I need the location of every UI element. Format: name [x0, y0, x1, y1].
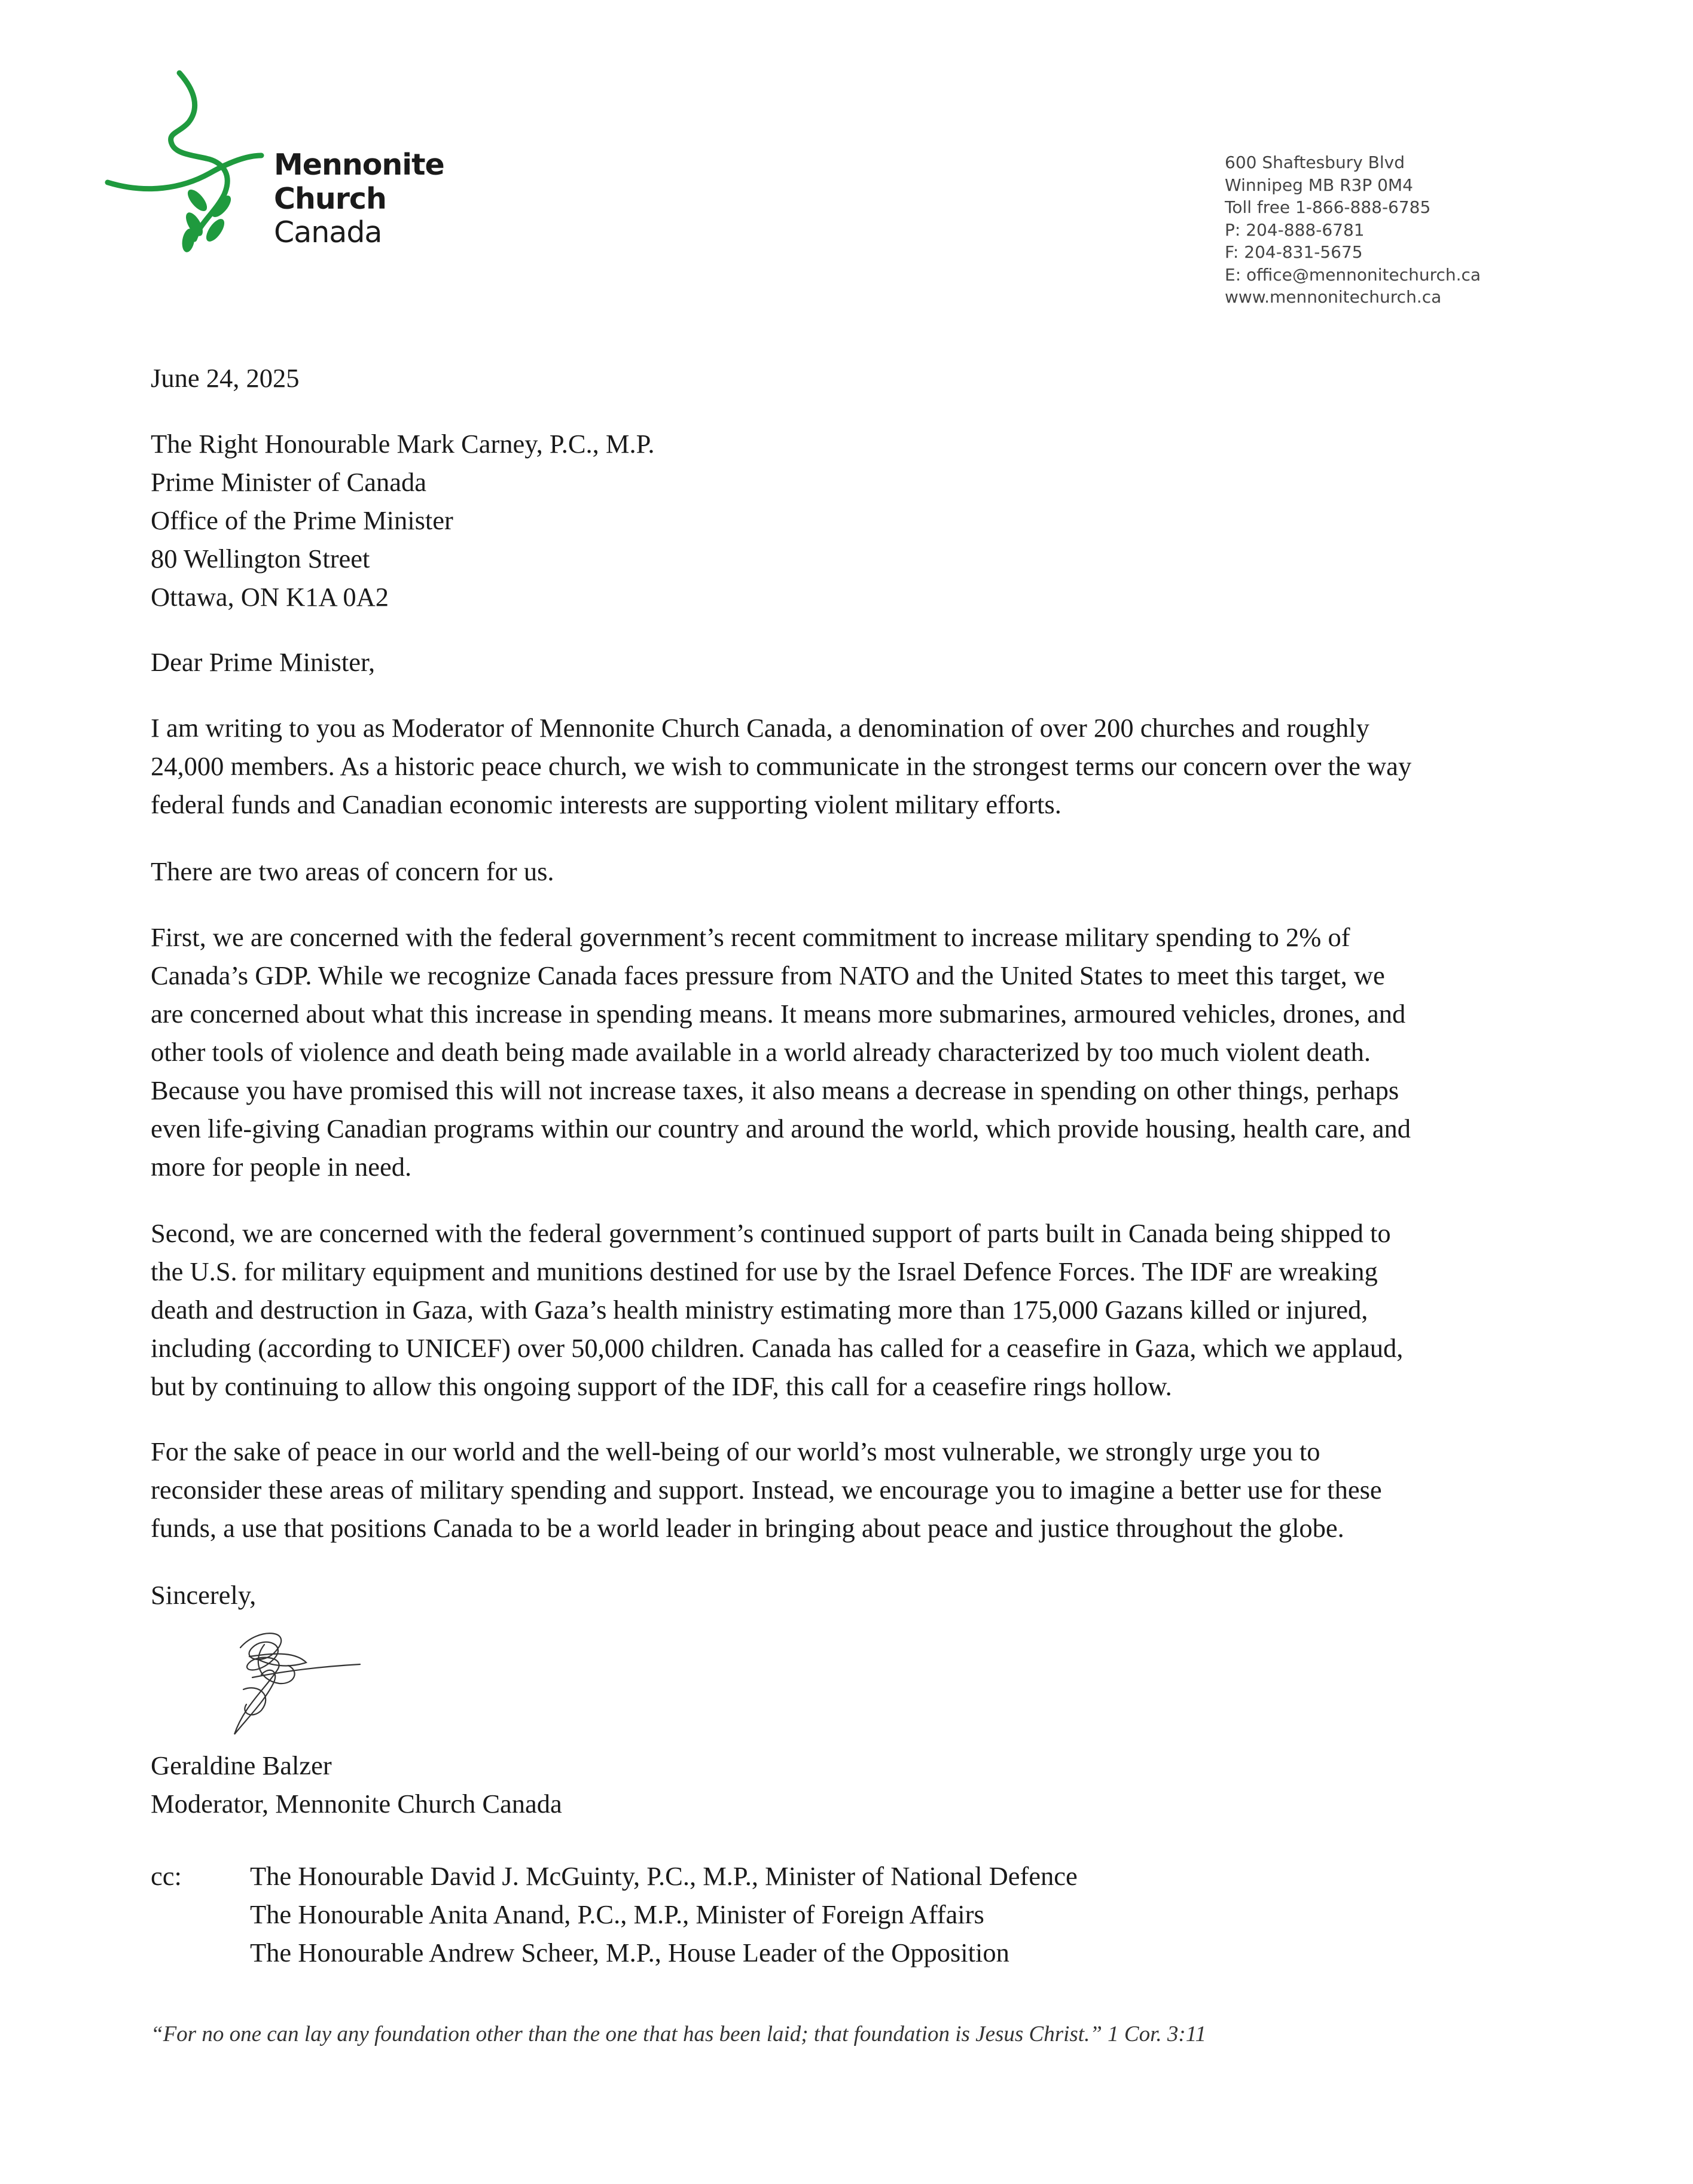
org-name-line3: Canada — [274, 215, 382, 249]
signer-name: Geraldine Balzer — [151, 1750, 332, 1780]
cc-label: cc: — [151, 1861, 182, 1891]
paragraph-line: funds, a use that positions Canada to be a world leader in bringing about peace and justice throughout the globe. — [151, 1513, 1344, 1543]
recipient-line: Ottawa, ON K1A 0A2 — [151, 582, 389, 612]
paragraph-line: Second, we are concerned with the federal government’s continued support of parts built in Canada being shipped to — [151, 1218, 1391, 1248]
address-email: E: office@mennonitechurch.ca — [1225, 264, 1481, 285]
paragraph-line: even life-giving Canadian programs within our country and around the world, which provide housing, health care, and — [151, 1114, 1411, 1143]
cc-line: The Honourable David J. McGuinty, P.C., M.P., Minister of National Defence — [250, 1861, 1078, 1891]
body-paragraph-4 — [151, 1214, 1550, 1405]
paragraph-line: For the sake of peace in our world and the well-being of our world’s most vulnerable, we strongly urge you to — [151, 1436, 1320, 1466]
signer-title: Moderator, Mennonite Church Canada — [151, 1789, 562, 1819]
recipient-line: 80 Wellington Street — [151, 544, 370, 574]
letterhead-logo — [105, 66, 493, 257]
paragraph-line: more for people in need. — [151, 1152, 412, 1182]
cc-line: The Honourable Anita Anand, P.C., M.P., Minister of Foreign Affairs — [250, 1899, 984, 1929]
address-city: Winnipeg MB R3P 0M4 — [1225, 175, 1413, 195]
paragraph-line: including (according to UNICEF) over 50,000 children. Canada has called for a ceasefire in Gaza, which we applaud, — [151, 1333, 1404, 1363]
paragraph-line: First, we are concerned with the federal government’s recent commitment to increase military spending to 2% of — [151, 922, 1350, 952]
paragraph-line: I am writing to you as Moderator of Mennonite Church Canada, a denomination of over 200 churches and roughly — [151, 713, 1369, 743]
paragraph-line: but by continuing to allow this ongoing support of the IDF, this call for a ceasefire rings hollow. — [151, 1371, 1172, 1401]
footer-scripture-quote: “For no one can lay any foundation other than the one that has been laid; that foundation is Jesus Christ.” 1 Cor. 3:11 — [151, 2022, 1206, 2046]
address-website: www.mennonitechurch.ca — [1225, 287, 1442, 307]
body-paragraph-1 — [151, 709, 1550, 823]
body-paragraph-2 — [151, 852, 1550, 890]
paragraph-line: reconsider these areas of military spending and support. Instead, we encourage you to imagine a better use for these — [151, 1475, 1382, 1505]
paragraph-line: death and destruction in Gaza, with Gaza’s health ministry estimating more than 175,000 Gazans killed or injured, — [151, 1295, 1368, 1325]
address-fax: F: 204-831-5675 — [1225, 242, 1363, 262]
paragraph-line: federal funds and Canadian economic interests are supporting violent military efforts. — [151, 789, 1061, 819]
body-paragraph-3 — [151, 918, 1550, 1186]
body-paragraph-5 — [151, 1432, 1550, 1547]
cc-line: The Honourable Andrew Scheer, M.P., House Leader of the Opposition — [250, 1938, 1009, 1968]
paragraph-line: Canada’s GDP. While we recognize Canada faces pressure from NATO and the United States to meet this target, we — [151, 960, 1385, 990]
org-name-line2: Church — [274, 182, 386, 216]
handwritten-signature — [216, 1624, 366, 1743]
letter-date: June 24, 2025 — [151, 363, 300, 393]
address-tollfree: Toll free 1-866-888-6785 — [1225, 197, 1431, 217]
dove-olive-branch-icon — [105, 66, 278, 257]
signer-block — [151, 1746, 1550, 1823]
recipient-line: Prime Minister of Canada — [151, 467, 426, 497]
recipient-line: The Right Honourable Mark Carney, P.C., M.P. — [151, 429, 655, 459]
recipient-line: Office of the Prime Minister — [151, 505, 453, 535]
closing: Sincerely, — [151, 1580, 257, 1610]
cc-list — [250, 1857, 1078, 1972]
paragraph-line: are concerned about what this increase in spending means. It means more submarines, armoured vehicles, drones, and — [151, 999, 1406, 1029]
paragraph-line: the U.S. for military equipment and munitions destined for use by the Israel Defence Forces. The IDF are wreaking — [151, 1256, 1378, 1286]
paragraph-line: 24,000 members. As a historic peace church, we wish to communicate in the strongest terms our concern over the way — [151, 751, 1412, 781]
paragraph-line: There are two areas of concern for us. — [151, 856, 554, 886]
org-name-line1: Mennonite — [274, 148, 444, 182]
paragraph-line: Because you have promised this will not increase taxes, it also means a decrease in spending on other things, perhaps — [151, 1075, 1399, 1105]
address-phone: P: 204-888-6781 — [1225, 219, 1365, 240]
organization-address — [1225, 151, 1481, 309]
paragraph-line: other tools of violence and death being made available in a world already characterized by too much violent death. — [151, 1037, 1371, 1067]
recipient-block — [151, 425, 1550, 616]
salutation: Dear Prime Minister, — [151, 647, 376, 677]
address-street: 600 Shaftesbury Blvd — [1225, 152, 1405, 172]
